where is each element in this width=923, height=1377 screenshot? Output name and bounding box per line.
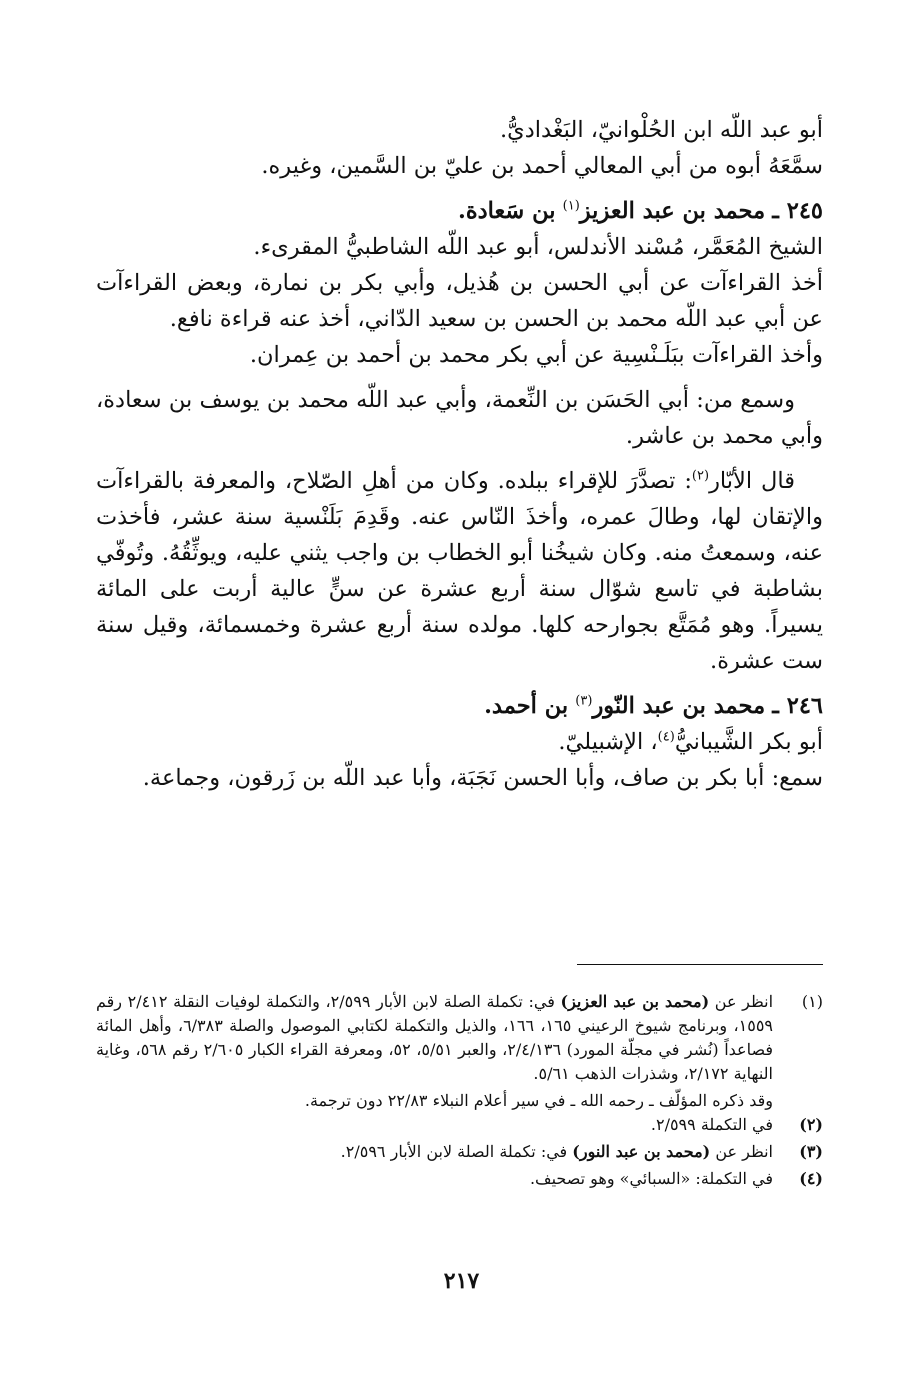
entry-245-heard: وسمع من: أبي الحَسَن بن النِّعمة، وأبي عبد اللّه محمد بن يوسف بن سعادة، وأبي محمد بن عاشر. <box>96 387 823 449</box>
footnote-number: (٣) <box>799 1142 823 1161</box>
footnote-text <box>96 1140 773 1164</box>
entry-246-name: محمد بن عبد النّور <box>592 693 766 719</box>
footnote-text: في التكملة ٢/٥٩٩. <box>650 1115 773 1134</box>
entry-246-heard: سمع: أبا بكر بن صاف، وأبا الحسن نَجَبَة، وأبا عبد اللّه بن زَرقون، وجماعة. <box>142 765 823 791</box>
footnote-text <box>96 990 773 1086</box>
entry-245-readings-2: وأخذ القراءآت ببَلَـنْسِية عن أبي بكر محمد بن أحمد بن عِمران. <box>249 342 823 368</box>
footnote-sources: في: تكملة الصلة لابن الأبار ٢/٥٩٩، والتكملة لوفيات النقلة ٢/٤١٢ رقم ١٥٥٩، وبرنامج شيوخ الرعيني ١٦٥، ١٦٦، والذيل والتكملة لكتابي الموصول والصلة ٦/٣٨٣، وأهل المائة فصاعداً (نُشر في مجلّة المورد) ٢/٤/١٣٦، والعبر ٥/٥١، ٥٢، ومعرفة القراء الكبار ٢/٦٠٥ رقم ٥٦٨، وغاية النهاية ٢/١٧٢، وشذرات الذهب ٥/٦١. <box>96 992 774 1083</box>
kunya-a: أبو بكر الشَّيبانيُّ <box>674 729 823 755</box>
footnote-4 <box>96 1167 823 1191</box>
footnote-lead: انظر عن <box>714 992 774 1011</box>
entry-246-number: ٢٤٦ ـ <box>772 693 823 719</box>
entry-246-heading <box>96 688 823 724</box>
entry-244-kunya: أبو عبد اللّه ابن الحُلْوانيّ، البَغْداديُّ. <box>499 117 823 143</box>
footnote-divider <box>577 964 823 965</box>
entry-245-quote <box>96 463 823 679</box>
footnote-subject: (محمد بن عبد العزيز) <box>560 992 710 1011</box>
entry-246-name-tail: بن أحمد. <box>484 693 569 719</box>
entry-245-titles: الشيخ المُعَمَّر، مُسْند الأندلس، أبو عبد اللّه الشاطبيُّ المقرىء. <box>253 234 823 260</box>
quote-intro: قال الأبّار <box>709 468 795 494</box>
footnote-1-continuation: وقد ذكره المؤلّف ـ رحمه الله ـ في سير أعلام النبلاء ٢٢/٨٣ دون ترجمة. <box>304 1091 773 1110</box>
footnote-ref-4: (٤) <box>657 729 675 745</box>
footnote-1 <box>96 990 823 1086</box>
footnote-ref-1: (١) <box>562 198 580 214</box>
entry-245-number: ٢٤٥ ـ <box>772 198 823 224</box>
footnote-2 <box>96 1113 823 1137</box>
footnote-ref-2: (٢) <box>691 468 710 484</box>
entry-245-readings: أخذ القراءآت عن أبي الحسن بن هُذيل، وأبي بكر بن نمارة، وبعض القراءآت عن أبي عبد اللّه محمد بن الحسن بن سعيد الدّاني، أخذ عنه قراءة نافع. <box>96 270 823 332</box>
entry-246-kunya <box>96 724 823 760</box>
footnote-number: (٤) <box>799 1169 823 1188</box>
quote-text: : تصدَّرَ للإقراء ببلده. وكان من أهلِ الصّلاح، والمعرفة بالقراءآت والإتقان لها، وطالَ عمره، وأخذَ النّاس عنه. وقَدِمَ بَلَنْسية سنة عشر، فأخذت عنه، وسمعتُ منه. وكان شيخُنا أبو الخطاب بن واجب يثني عليه، ويوثِّقُهُ. وتُوفّي بشاطبة في تاسع شوّال سنة أربع عشرة عن سنٍّ عالية أربت على المائة يسيراً. وهو مُمَتَّع بجوارحه كلها. مولده سنة أربع عشرة وخمسمائة، وقيل سنة ست عشرة. <box>96 468 823 674</box>
entry-245-heading <box>96 193 823 229</box>
entry-245-name-tail: بن سَعادة. <box>458 198 556 224</box>
footnote-lead: انظر عن <box>715 1142 773 1161</box>
page-number: ٢١٧ <box>443 1268 480 1294</box>
footnote-text: في التكملة: «السبائي» وهو تصحيف. <box>529 1169 773 1188</box>
main-text <box>96 112 823 796</box>
entry-245-name: محمد بن عبد العزيز <box>579 198 766 224</box>
kunya-b: ، الإشبيليّ. <box>558 729 658 755</box>
footnote-3 <box>96 1140 823 1164</box>
footnote-number: (١) <box>801 992 823 1011</box>
footnote-sources: في: تكملة الصلة لابن الأبار ٢/٥٩٦. <box>340 1142 568 1161</box>
entry-244-heard: سمَّعَهُ أبوه من أبي المعالي أحمد بن عليّ بن السَّمين، وغيره. <box>261 153 823 179</box>
footnote-ref-3: (٣) <box>575 693 593 709</box>
footnote-number: (٢) <box>799 1115 823 1134</box>
footnotes <box>96 990 823 1194</box>
footnote-subject: (محمد بن عبد النور) <box>572 1142 711 1161</box>
